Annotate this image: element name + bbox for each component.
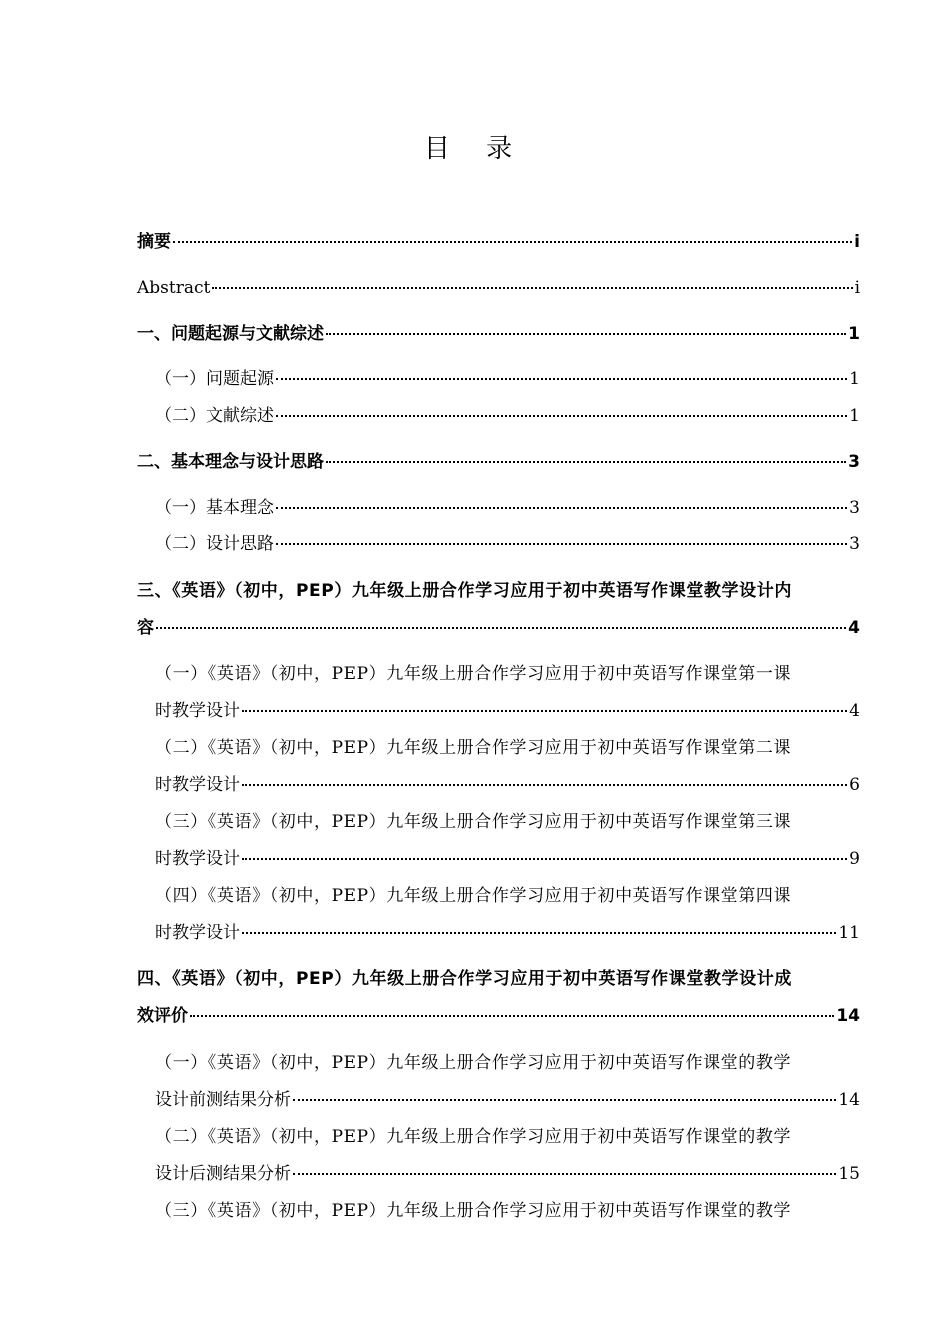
toc-page-number: 6 <box>849 775 860 795</box>
toc-label: （二）文献综述 <box>155 406 274 426</box>
page-title: 目 录 <box>423 134 527 164</box>
toc-entry-section-4-1[interactable] <box>155 1089 860 1111</box>
toc-leader <box>276 378 847 380</box>
toc-leader <box>276 415 847 417</box>
toc-entry-section-4-2-line1[interactable]: （二）《英语》（初中，PEP）九年级上册合作学习应用于初中英语写作课堂的教学 <box>155 1127 792 1147</box>
toc-entry-section-2-1[interactable] <box>155 497 860 519</box>
toc-leader <box>326 461 846 463</box>
toc-entry-section-2-2[interactable] <box>155 533 860 555</box>
toc-leader <box>173 241 852 243</box>
toc-leader <box>242 932 836 934</box>
toc-label: （二）设计思路 <box>155 534 274 554</box>
toc-label: Abstract <box>137 278 211 298</box>
toc-entry-section-3-1-line1[interactable]: （一）《英语》（初中，PEP）九年级上册合作学习应用于初中英语写作课堂第一课 <box>155 664 792 684</box>
toc-entry-section-4-3-line1[interactable]: （三）《英语》（初中，PEP）九年级上册合作学习应用于初中英语写作课堂的教学 <box>155 1201 792 1221</box>
toc-entry-section-4-2[interactable] <box>155 1163 860 1185</box>
toc-leader <box>326 333 846 335</box>
toc-label: 效评价 <box>137 1006 188 1026</box>
toc-entry-section-3-4-line1[interactable]: （四）《英语》（初中，PEP）九年级上册合作学习应用于初中英语写作课堂第四课 <box>155 886 792 906</box>
toc-label: 时教学设计 <box>155 775 240 795</box>
toc-entry-section-4-1-line1[interactable]: （一）《英语》（初中，PEP）九年级上册合作学习应用于初中英语写作课堂的教学 <box>155 1053 792 1073</box>
toc-entry-chapter-4-line1[interactable]: 四、《英语》（初中，PEP）九年级上册合作学习应用于初中英语写作课堂教学设计成 <box>137 969 792 989</box>
toc-entry-section-1-2[interactable] <box>155 405 860 427</box>
toc-page-number: 4 <box>849 701 860 721</box>
toc-page-number: 3 <box>849 534 860 554</box>
toc-page-number: 3 <box>849 498 860 518</box>
toc-entry-chapter-4[interactable] <box>137 1005 860 1027</box>
toc-page-number: 9 <box>849 849 860 869</box>
toc-page-number: 4 <box>848 618 860 638</box>
toc-entry-section-3-2[interactable] <box>155 774 860 796</box>
toc-page-number: 1 <box>849 369 860 389</box>
toc-entry-abstract-cn[interactable] <box>137 231 860 253</box>
toc-entry-section-3-2-line1[interactable]: （二）《英语》（初中，PEP）九年级上册合作学习应用于初中英语写作课堂第二课 <box>155 738 792 758</box>
toc-label: 一、问题起源与文献综述 <box>137 324 324 344</box>
toc-leader <box>242 784 847 786</box>
toc-leader <box>242 858 847 860</box>
toc-leader <box>293 1099 836 1101</box>
toc-entry-abstract-en[interactable] <box>137 277 860 299</box>
toc-entry-section-3-3-line1[interactable]: （三）《英语》（初中，PEP）九年级上册合作学习应用于初中英语写作课堂第三课 <box>155 812 792 832</box>
toc-entry-chapter-3-line1[interactable]: 三、《英语》（初中，PEP）九年级上册合作学习应用于初中英语写作课堂教学设计内 <box>137 581 792 601</box>
toc-leader <box>276 543 847 545</box>
toc-page-number: 14 <box>836 1006 860 1026</box>
toc-entry-chapter-3[interactable] <box>137 617 860 639</box>
toc-leader <box>293 1173 836 1175</box>
toc-label: 时教学设计 <box>155 701 240 721</box>
toc-entry-section-3-4[interactable] <box>155 922 860 944</box>
toc-label: 摘要 <box>137 232 171 252</box>
toc-page-number: i <box>854 232 860 252</box>
toc-page-number: 14 <box>838 1090 860 1110</box>
toc-label: 时教学设计 <box>155 923 240 943</box>
toc-entry-chapter-1[interactable] <box>137 323 860 345</box>
toc-entry-section-3-1[interactable] <box>155 700 860 722</box>
toc-leader <box>242 710 847 712</box>
toc-leader <box>212 287 852 289</box>
toc-label: 设计前测结果分析 <box>155 1090 291 1110</box>
toc-leader <box>276 507 847 509</box>
toc-entry-chapter-2[interactable] <box>137 451 860 473</box>
toc-page-number: i <box>854 278 860 298</box>
toc-page-number: 3 <box>848 452 860 472</box>
toc-leader <box>190 1015 834 1017</box>
toc-page-number: 15 <box>838 1164 860 1184</box>
toc-entry-section-3-3[interactable] <box>155 848 860 870</box>
toc-page-number: 1 <box>849 406 860 426</box>
toc-label: 设计后测结果分析 <box>155 1164 291 1184</box>
toc-label: 二、基本理念与设计思路 <box>137 452 324 472</box>
toc-page-number: 11 <box>838 923 860 943</box>
toc-label: 时教学设计 <box>155 849 240 869</box>
toc-entry-section-1-1[interactable] <box>155 368 860 390</box>
toc-page-number: 1 <box>848 324 860 344</box>
toc-leader <box>156 627 846 629</box>
toc-label: （一）问题起源 <box>155 369 274 389</box>
toc-label: 容 <box>137 618 154 638</box>
toc-label: （一）基本理念 <box>155 498 274 518</box>
